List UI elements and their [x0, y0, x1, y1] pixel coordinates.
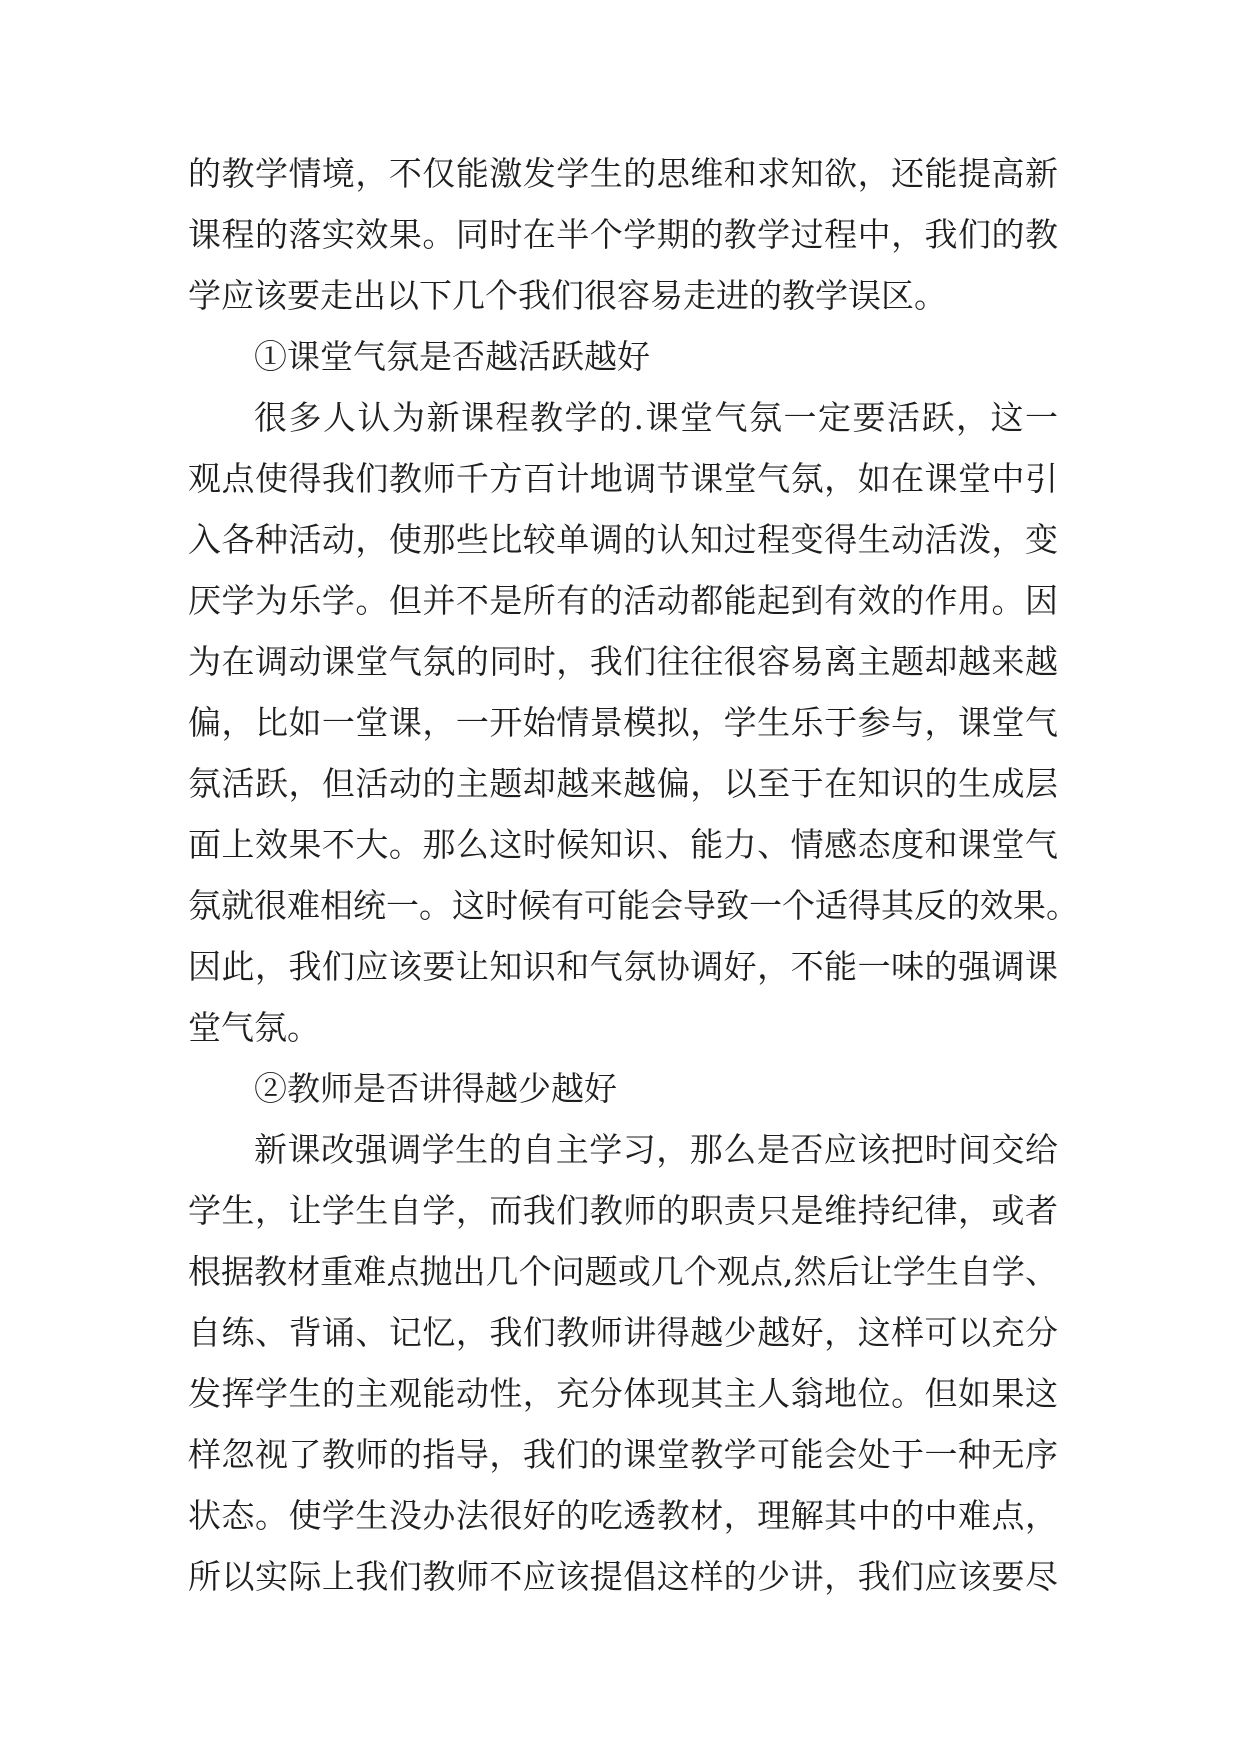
paragraph-2-line-7: 氛活跃，但活动的主题却越来越偏，以至于在知识的生成层 [188, 764, 1058, 803]
paragraph-2-line-5: 为在调动课堂气氛的同时，我们往往很容易离主题却越来越 [188, 642, 1058, 681]
paragraph-3-line-8: 所以实际上我们教师不应该提倡这样的少讲，我们应该要尽 [188, 1557, 1058, 1596]
paragraph-2-line-6: 偏，比如一堂课，一开始情景模拟，学生乐于参与，课堂气 [188, 703, 1058, 742]
paragraph-3-line-2: 学生，让学生自学，而我们教师的职责只是维持纪律，或者 [188, 1191, 1058, 1230]
section-heading-2: ②教师是否讲得越少越好 [254, 1069, 617, 1108]
paragraph-1-line-2: 课程的落实效果。同时在半个学期的教学过程中，我们的教 [188, 215, 1058, 254]
paragraph-3-line-6: 样忽视了教师的指导，我们的课堂教学可能会处于一种无序 [188, 1435, 1058, 1474]
paragraph-2-line-1: 很多人认为新课程教学的.课堂气氛一定要活跃，这一 [254, 398, 1058, 437]
section-heading-1: ①课堂气氛是否越活跃越好 [254, 337, 650, 376]
paragraph-2-line-9: 氛就很难相统一。这时候有可能会导致一个适得其反的效果。 [188, 886, 1079, 925]
paragraph-2-line-11: 堂气氛。 [188, 1008, 320, 1047]
paragraph-2-line-2: 观点使得我们教师千方百计地调节课堂气氛，如在课堂中引 [188, 459, 1058, 498]
paragraph-3-line-5: 发挥学生的主观能动性，充分体现其主人翁地位。但如果这 [188, 1374, 1058, 1413]
paragraph-1-line-3: 学应该要走出以下几个我们很容易走进的教学误区。 [188, 276, 947, 315]
paragraph-2-line-3: 入各种活动，使那些比较单调的认知过程变得生动活泼，变 [188, 520, 1058, 559]
paragraph-2-line-4: 厌学为乐学。但并不是所有的活动都能起到有效的作用。因 [188, 581, 1058, 620]
paragraph-2-line-10: 因此，我们应该要让知识和气氛协调好，不能一味的强调课 [188, 947, 1058, 986]
paragraph-1-line-1: 的教学情境，不仅能激发学生的思维和求知欲，还能提高新 [188, 154, 1058, 193]
paragraph-3-line-4: 自练、背诵、记忆，我们教师讲得越少越好，这样可以充分 [188, 1313, 1058, 1352]
paragraph-3-line-3: 根据教材重难点抛出几个问题或几个观点,然后让学生自学、 [188, 1252, 1058, 1291]
paragraph-3-line-1: 新课改强调学生的自主学习，那么是否应该把时间交给 [254, 1130, 1058, 1169]
paragraph-3-line-7: 状态。使学生没办法很好的吃透教材，理解其中的中难点， [188, 1496, 1058, 1535]
paragraph-2-line-8: 面上效果不大。那么这时候知识、能力、情感态度和课堂气 [188, 825, 1058, 864]
